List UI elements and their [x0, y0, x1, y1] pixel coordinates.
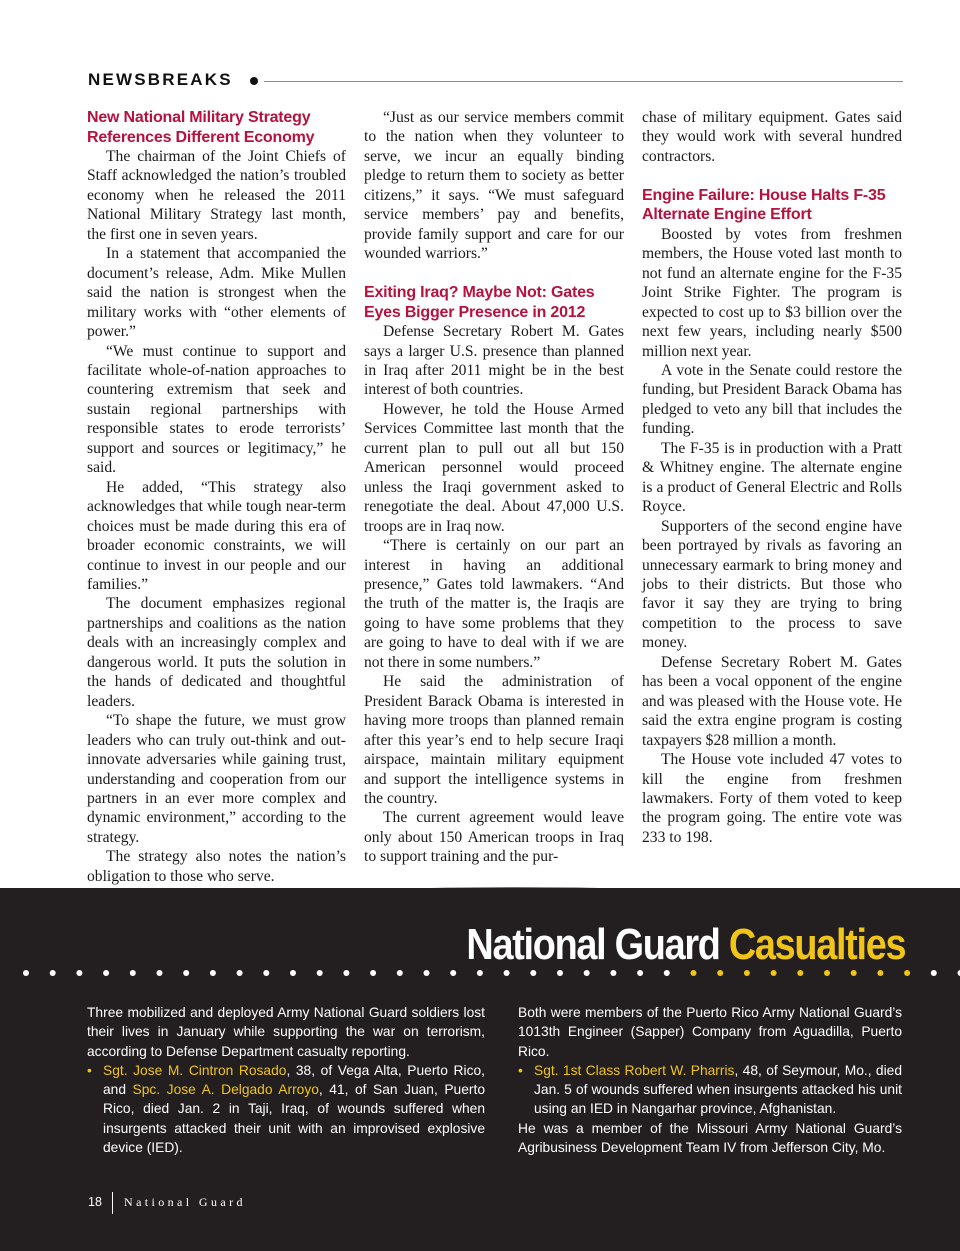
article-1-paragraph: The document emphasizes regional partnerships and coalitions as the nation deals with an increasingly complex and dangerous world. It puts the solution in the hands of dedicated and thoughtful leaders. — [87, 595, 346, 710]
article-1-paragraph: “We must continue to support and facilitate whole-of-nation approaches to countering extremism that seek and sustain regional partnerships with responsible states to erode terrorists’ support and sources or legitimacy,” he said. — [87, 342, 346, 477]
dot-divider — [0, 966, 960, 980]
column-2 — [364, 108, 624, 867]
divider-dot — [397, 970, 403, 976]
header-rule — [264, 81, 903, 82]
divider-dot — [343, 970, 349, 976]
casualties-column-left — [87, 1003, 485, 1157]
article-3-paragraph: Boosted by votes from freshmen members, the House voted last month to not fund an alternate engine for the F-35 Joint Strike Fighter. The program is expected to cost up to $3 billion over the next few years, including nearly $500 million next year. — [642, 225, 902, 360]
article-3-paragraph: Defense Secretary Robert M. Gates has been a vocal opponent of the engine and was pleased with the House vote. He said the extra engine program is costing taxpayers $28 million a month. — [642, 653, 902, 749]
divider-dot — [370, 970, 376, 976]
divider-dot — [904, 970, 910, 976]
article-2-continued: chase of military equipment. Gates said they would work with several hundred contractors. — [642, 109, 902, 165]
article-1-continued: “Just as our service members commit to the nation when they volunteer to serve, we incur an equally binding pledge to return them to society as better citizens,” it says. “We must safeguard service members’ pay and benefits, provide family support and care for our wounded warriors.” — [364, 109, 624, 263]
divider-dot — [50, 970, 56, 976]
article-2-headline: Exiting Iraq? Maybe Not: Gates Eyes Bigger Presence in 2012 — [364, 284, 595, 321]
divider-dot — [130, 970, 136, 976]
article-2-paragraph: However, he told the House Armed Services Committee last month that the current plan to pull out all but 150 American personnel would proceed unless the Iraqi government asked to renegotiate the deal. About 47,000 U.S. troops are in Iraq now. — [364, 400, 624, 535]
divider-dot — [530, 970, 536, 976]
article-2-paragraph: He said the administration of President Barack Obama is interested in having more troops than planned remain after this year’s end to help secure Iraqi airspace, maintain military equipment and support the intelligence systems in the country. — [364, 673, 624, 807]
page-number: 18 — [88, 1195, 102, 1209]
divider-dot — [931, 970, 937, 976]
section-label: NEWSBREAKS — [88, 70, 233, 89]
divider-dot — [450, 970, 456, 976]
divider-dot — [317, 970, 323, 976]
divider-dot — [157, 970, 163, 976]
casualty-name: Spc. Jose A. Delgado Arroyo — [132, 1082, 319, 1098]
casualty-name: Sgt. 1st Class Robert W. Pharris — [534, 1062, 735, 1078]
divider-dot — [691, 970, 697, 976]
divider-dot — [237, 970, 243, 976]
casualties-intro: Three mobilized and deployed Army National Guard soldiers lost their lives in January while supporting the war on terrorism, according to Defense Department casualty reporting. — [87, 1005, 485, 1059]
column-1 — [87, 108, 346, 886]
article-1-paragraph: The chairman of the Joint Chiefs of Staff acknowledged the nation’s troubled economy when he released the 2011 National Military Strategy last month, the first one in seven years. — [87, 148, 346, 243]
article-3-paragraph: Supporters of the second engine have been portrayed by rivals as favoring an unnecessary earmark to bring money and jobs to their districts. But those who favor it say they are trying to bring competition to the process to save money. — [642, 517, 902, 652]
divider-dot — [23, 970, 29, 976]
divider-dot — [664, 970, 670, 976]
magazine-name: National Guard — [124, 1195, 246, 1209]
article-1-paragraph: In a statement that accompanied the document’s release, Adm. Mike Mullen said the nation is strongest when the military works with “other elements of power.” — [87, 245, 346, 341]
casualties-title — [466, 920, 905, 970]
article-3-paragraph: The F-35 is in production with a Pratt & Whitney engine. The alternate engine is a product of General Electric and Rolls Royce. — [642, 439, 902, 516]
casualty-entry: • Sgt. Jose M. Cintron Rosado, 38, of Vega Alta, Puerto Rico, and Spc. Jose A. Delgado Arroyo, 41, of San Juan, Puerto Rico, died Jan. 2 in Taji, Iraq, of wounds suffered when insurgents attacked their unit with an improvised explosive device (IED). — [87, 1061, 485, 1157]
divider-dot — [103, 970, 109, 976]
divider-dot — [797, 970, 803, 976]
section-header — [88, 68, 903, 94]
article-2-paragraph: The current agreement would leave only about 150 American troops in Iraq to support training and the pur- — [364, 809, 624, 866]
casualty-note: Both were members of the Puerto Rico Army National Guard’s 1013th Engineer (Sapper) Company from Aguadilla, Puerto Rico. — [518, 1005, 902, 1059]
article-1-headline: New National Military Strategy References Different Economy — [87, 109, 315, 146]
casualty-note: He was a member of the Missouri Army National Guard’s Agribusiness Development Team IV from Jefferson City, Mo. — [518, 1120, 902, 1156]
footer-divider — [112, 1192, 113, 1214]
divider-dot — [76, 970, 82, 976]
article-1-paragraph: “To shape the future, we must grow leaders who can truly out-think and out-innovate adversaries while gaining trust, understanding and cooperation from our partners in an ever more complex and dynamic environment,” according to the strategy. — [87, 712, 346, 846]
divider-dot — [744, 970, 750, 976]
divider-dot — [424, 970, 430, 976]
divider-dot — [824, 970, 830, 976]
divider-dot — [290, 970, 296, 976]
article-3-paragraph: A vote in the Senate could restore the funding, but President Barack Obama has pledged to veto any bill that includes the funding. — [642, 362, 902, 438]
casualty-entry: • Sgt. 1st Class Robert W. Pharris, 48, of Seymour, Mo., died Jan. 5 of wounds suffered when insurgents attacked his unit using an IED in Nangarhar province, Afghanistan. — [518, 1061, 902, 1119]
divider-dot — [851, 970, 857, 976]
divider-dot — [477, 970, 483, 976]
header-bullet — [250, 77, 258, 85]
divider-dot — [877, 970, 883, 976]
article-1-paragraph: The strategy also notes the nation’s obligation to those who serve. — [87, 848, 346, 885]
article-1-paragraph: He added, “This strategy also acknowledges that while tough near-term choices must be made during this era of broader economic constraints, we will continue to invest in our people and our families.” — [87, 478, 346, 593]
casualties-title-main: National Guard — [466, 920, 720, 969]
article-3-headline: Engine Failure: House Halts F-35 Alternate Engine Effort — [642, 186, 886, 224]
divider-dot — [263, 970, 269, 976]
divider-dot — [183, 970, 189, 976]
divider-dot — [717, 970, 723, 976]
article-2-paragraph: “There is certainly on our part an interest in having an additional presence,” Gates told lawmakers. “And the truth of the matter is, the Iraqis are going to have some problems that they are going to have to deal with if we are not there in some numbers.” — [364, 537, 624, 671]
divider-dot — [584, 970, 590, 976]
divider-dot — [637, 970, 643, 976]
column-3 — [642, 108, 902, 847]
article-2-paragraph: Defense Secretary Robert M. Gates says a larger U.S. presence than planned in Iraq after 2011 might be in the best interest of both countries. — [364, 323, 624, 399]
divider-dot — [610, 970, 616, 976]
article-3-paragraph: The House vote included 47 votes to kill the engine from freshmen lawmakers. Forty of them voted to keep the program going. The entire vote was 233 to 198. — [642, 751, 902, 846]
divider-dot — [557, 970, 563, 976]
casualties-column-right — [518, 1003, 902, 1157]
casualties-title-accent: Casualties — [728, 920, 905, 969]
divider-dot — [504, 970, 510, 976]
divider-dot — [210, 970, 216, 976]
casualty-name: Sgt. Jose M. Cintron Rosado — [103, 1062, 287, 1078]
divider-dot — [771, 970, 777, 976]
